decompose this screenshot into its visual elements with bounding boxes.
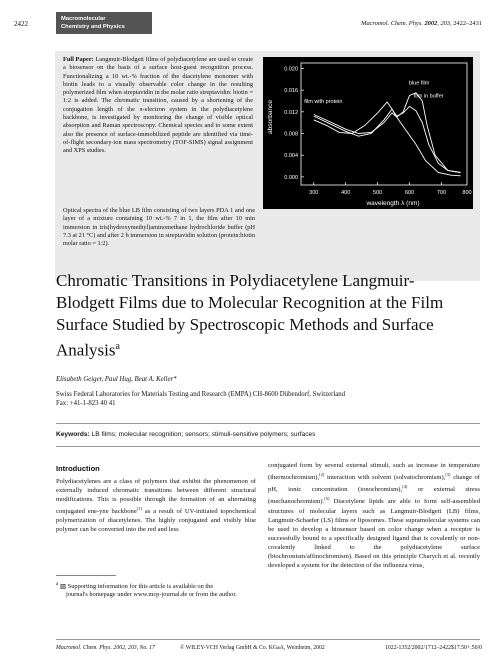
x-tick-label: 700 (436, 190, 447, 196)
series-label: film with protein (304, 99, 343, 106)
body-text: Polydiacetylenes are a class of polymers that exhibit the phenomenon of externally induced chromatic transitions between different structural modifications. This is possible through the formation of an alternating conjugated ene-yne backbone (56, 478, 256, 516)
abstract-text (63, 56, 253, 156)
disk-icon: ▧ (59, 583, 67, 591)
footer-issn: 1022-1352/2002/1712–2422$17.50+.50/0 (385, 645, 482, 651)
chart-ylabel: absorbance (267, 100, 274, 134)
citation-ref: [3] (445, 472, 451, 477)
affiliation (56, 391, 476, 408)
article-title (56, 270, 456, 362)
running-head-journal: Macromol. Chem. Phys. (361, 20, 423, 27)
running-head: Macromol. Chem. Phys. 2002, 203, 2422–2431 (361, 20, 482, 27)
x-tick-label: 300 (309, 190, 319, 196)
divider (56, 423, 480, 424)
y-tick-label: 0.012 (284, 109, 298, 116)
y-tick-label: 0.000 (284, 174, 298, 181)
series-label: film in buffer (413, 93, 444, 100)
keywords-list: LB films; molecular recognition; sensors; stimuli-sensitive polymers; surfaces (91, 431, 316, 438)
citation-ref: [2] (319, 472, 325, 477)
x-tick-label: 600 (404, 190, 415, 196)
citation-ref: [1] (136, 506, 143, 511)
footnote-line2: journal's homepage under www.mcp-journal.de or from the author. (66, 591, 237, 599)
body-text: conjugated form by several external stimuli, such as increase in temperature (thermochromism), (268, 462, 480, 482)
footnote-mark: a (56, 581, 59, 587)
body-text: change of pH, ionic concentration (ionochromism), (268, 474, 480, 494)
affiliation-fax: Fax: +41-1-823 40 41 (56, 399, 116, 407)
y-tick-label: 0.004 (284, 153, 298, 160)
series-label: blue film (408, 80, 430, 87)
body-text: or external stress (mechanochromism). (268, 486, 480, 506)
title-superscript: a (115, 341, 120, 352)
footer-citation: Macromol. Chem. Phys. 2002, 203, No. 17 (56, 645, 155, 651)
journal-box-line1: Macromolecular (61, 16, 106, 22)
body-column-left (56, 477, 256, 534)
figure-caption: Optical spectra of the blue LB film consisting of two layers PDA 1 and one layer of a mixture containing 10 wt.-% 7 in 1, the film after 10 min immersion in tris(hydroxymethyl)aminomethane hydrochloride buffer (pH 7.3 at 21 °C) and after 2 h immersion in streptavidin solution (protein:biotin molar ratio = 1:2). (63, 207, 255, 248)
y-tick-label: 0.016 (284, 88, 298, 95)
footnote-rule (56, 575, 116, 576)
divider (56, 446, 480, 447)
x-tick-label: 400 (341, 190, 351, 196)
body-text: interaction with solvent (solvatochromism), (324, 474, 446, 482)
abstract-body: Langmuir-Blodgett films of polydiacetylene are used to create a biosensor on the basis of a surface host-guest recognition process. Functionalizing a 10 wt.-% fraction of the diacetylene monomer with biotin leads to a visually observable color change in the resulting polymerized film when streptavidin in the molar ratio streptavidin: biotin = 1:2 is added. The chromatic transition, caused by a shortening of the conjugation length of the π-electron system in the polydiacetylene backbone, is investigated by monitoring the change of visible optical absorption and Raman spectroscopy. Chemical species and to some extent also the presence of surface-immobilized peptide are identified via time-of-flight secondary-ion mass spectrometry (TOF-SIMS) signal assignment and XPS studies. (63, 56, 254, 155)
body-text: as a result of UV-initiated topochemical polymerization of diacetylenes. The highly conjugated and visibly blue polymer can be converted into the red and less (56, 508, 256, 534)
citation-ref: [4] (402, 484, 408, 490)
footnote (56, 580, 256, 600)
running-head-pages: 2422–2431 (453, 20, 482, 27)
article-title-text: Chromatic Transitions in Polydiacetylene Langmuir-Blodgett Films due to Molecular Recognition at the Film Surface Studied by Spectroscopic Methods and Surface Analysis (56, 271, 444, 360)
absorbance-chart (263, 57, 473, 209)
y-tick-label: 0.020 (284, 66, 298, 73)
y-tick-label: 0.008 (284, 131, 298, 138)
body-column-right (268, 461, 480, 570)
page-number: 2422 (14, 20, 28, 28)
x-tick-label: 500 (373, 190, 383, 196)
x-tick-label: 800 (462, 190, 472, 196)
affiliation-line1: Swiss Federal Laboratories for Materials Testing and Research (EMPA) CH-8600 Dübendorf, Switzerland (56, 391, 346, 398)
journal-logo-box (56, 12, 152, 34)
body-text: Diacetylene lipids are able to form self-assembled structures of molecular layers such as Langmuir-Blodgett (LB) films, Langmuir-Schaefer (LS) films or liposomes. These supramolecular systems can be used to develop a biosensor based on color change when a receptor is successfully bound to a specifically designed ligand that is covalently or non-covalently linked to the polydiacetylene surface (biochromism/affinochromism). Based on this principle Charych et al. recently developed a system for the detection of the influenza virus, (268, 498, 480, 569)
chart-xlabel: wavelength λ (nm) (366, 200, 420, 207)
footer-rule (56, 639, 480, 640)
section-heading-introduction: Introduction (56, 464, 100, 473)
running-head-year: 2002 (424, 20, 438, 27)
footer-publisher: © WILEY-VCH Verlag GmbH & Co. KGaA, Weinheim, 2002 (180, 645, 325, 651)
footnote-line1: Supporting information for this article is available on the (67, 583, 214, 591)
authors: Elisabeth Geiger, Paul Hug, Beat A. Keller* (56, 376, 177, 383)
keywords (56, 431, 315, 438)
running-head-volume: 203, (440, 20, 452, 27)
citation-ref: [5] (324, 496, 330, 502)
journal-box-line2: Chemistry and Physics (61, 24, 125, 30)
keywords-label: Keywords: (56, 431, 90, 438)
abstract-label: Full Paper: (63, 56, 94, 63)
